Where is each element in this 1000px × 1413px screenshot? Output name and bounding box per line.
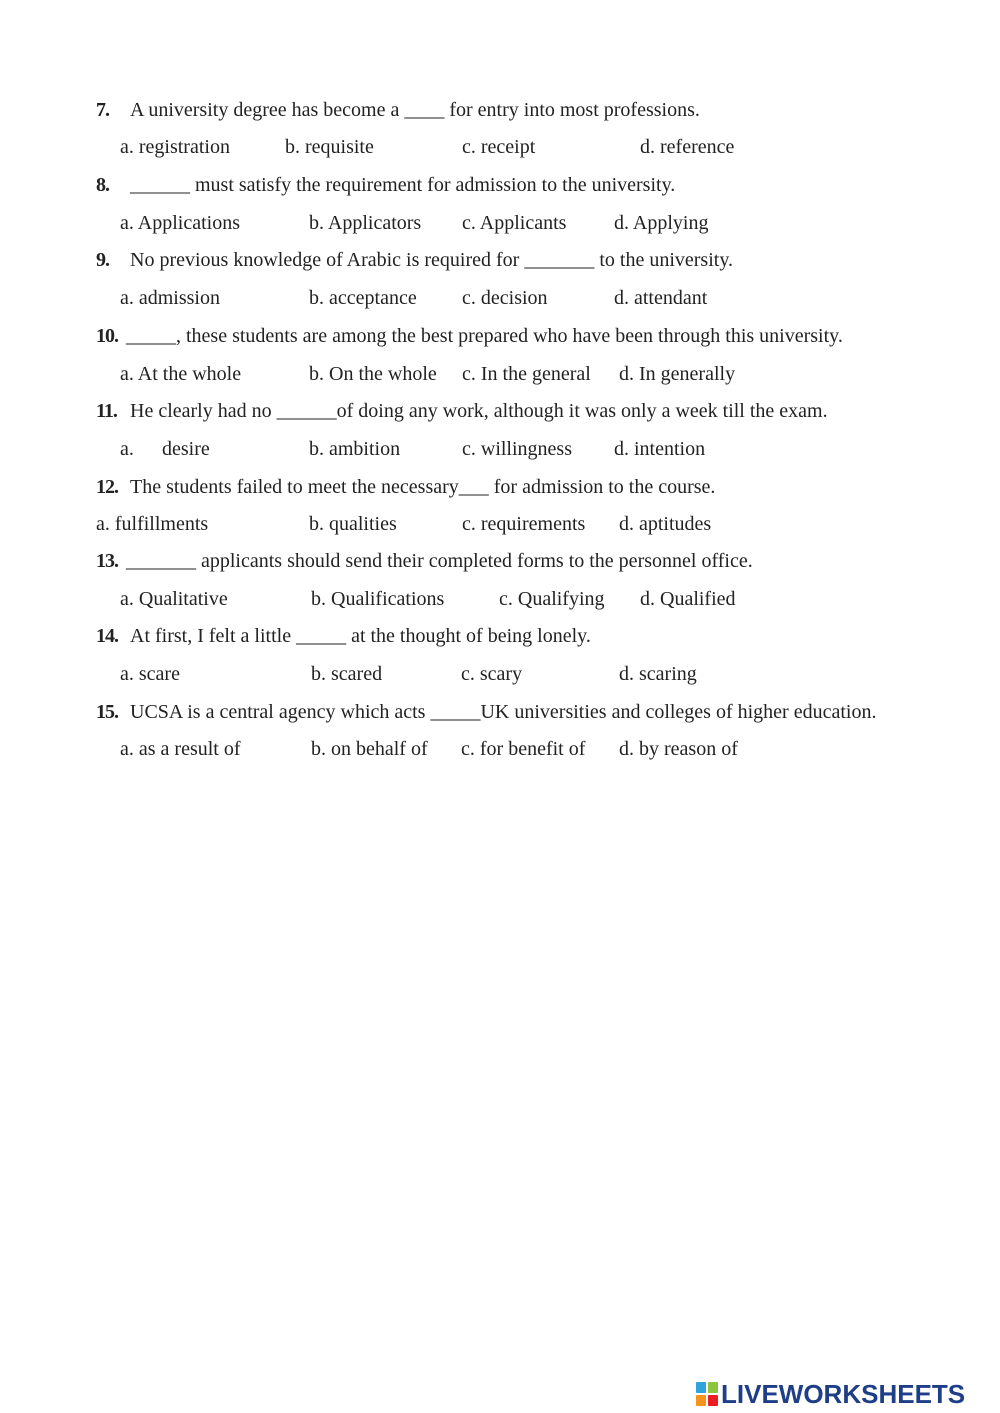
option-a[interactable]: a. At the whole — [120, 363, 242, 385]
option-b[interactable]: b. acceptance — [309, 287, 417, 309]
question-text: No previous knowledge of Arabic is required for _______ to the university. — [130, 249, 734, 271]
liveworksheets-wordmark: LIVEWORKSHEETS — [721, 1378, 966, 1409]
option-b[interactable]: b. On the whole — [309, 363, 437, 385]
option-a-letter[interactable]: a. — [120, 438, 134, 460]
question-text: ______ must satisfy the requirement for admission to the university. — [130, 174, 676, 196]
question-number: 11. — [96, 400, 117, 422]
option-b[interactable]: b. ambition — [309, 438, 401, 460]
option-a[interactable]: a. as a result of — [120, 738, 241, 760]
option-a[interactable]: a. registration — [120, 136, 230, 158]
option-c[interactable]: c. receipt — [462, 136, 536, 158]
question-text: A university degree has become a ____ for entry into most professions. — [130, 99, 700, 121]
option-d[interactable]: d. aptitudes — [619, 513, 712, 535]
question-number: 10. — [96, 325, 118, 347]
option-c[interactable]: c. for benefit of — [461, 738, 586, 760]
question-number: 7. — [96, 99, 109, 121]
option-b[interactable]: b. qualities — [309, 513, 397, 535]
option-d[interactable]: d. In generally — [619, 363, 736, 385]
option-a[interactable]: a. Qualitative — [120, 588, 228, 610]
question-number: 9. — [96, 249, 109, 271]
option-a[interactable]: a. admission — [120, 287, 220, 309]
option-a[interactable]: a. scare — [120, 663, 180, 685]
option-c[interactable]: c. Applicants — [462, 212, 567, 234]
question-number: 13. — [96, 550, 118, 572]
option-d[interactable]: d. Applying — [614, 212, 709, 234]
option-d[interactable]: d. scaring — [619, 663, 697, 685]
liveworksheets-logo-icon — [696, 1382, 718, 1406]
question-number: 8. — [96, 174, 109, 196]
question-text: He clearly had no ______of doing any work, although it was only a week till the exam. — [130, 400, 828, 422]
question-text: At first, I felt a little _____ at the thought of being lonely. — [130, 625, 591, 647]
question-number: 14. — [96, 625, 118, 647]
option-b[interactable]: b. requisite — [285, 136, 374, 158]
liveworksheets-brand[interactable] — [696, 1378, 965, 1410]
option-a[interactable]: a. fulfillments — [96, 513, 209, 535]
option-c[interactable]: c. In the general — [462, 363, 591, 385]
question-text: _______ applicants should send their completed forms to the personnel office. — [126, 550, 753, 572]
option-c[interactable]: c. decision — [462, 287, 548, 309]
question-text: _____, these students are among the best prepared who have been through this university. — [126, 325, 843, 347]
question-text: UCSA is a central agency which acts _____UK universities and colleges of higher education. — [130, 701, 877, 723]
option-b[interactable]: b. Qualifications — [311, 588, 445, 610]
option-b[interactable]: b. Applicators — [309, 212, 422, 234]
option-c[interactable]: c. scary — [461, 663, 523, 685]
option-d[interactable]: d. by reason of — [619, 738, 738, 760]
option-a[interactable]: desire — [162, 438, 210, 460]
option-d[interactable]: d. attendant — [614, 287, 708, 309]
option-d[interactable]: d. intention — [614, 438, 706, 460]
question-number: 12. — [96, 476, 118, 498]
option-c[interactable]: c. Qualifying — [499, 588, 605, 610]
question-text: The students failed to meet the necessary___ for admission to the course. — [130, 476, 716, 498]
option-d[interactable]: d. reference — [640, 136, 735, 158]
option-b[interactable]: b. on behalf of — [311, 738, 428, 760]
option-c[interactable]: c. requirements — [462, 513, 586, 535]
option-c[interactable]: c. willingness — [462, 438, 572, 460]
option-a[interactable]: a. Applications — [120, 212, 240, 234]
option-b[interactable]: b. scared — [311, 663, 383, 685]
option-d[interactable]: d. Qualified — [640, 588, 736, 610]
question-number: 15. — [96, 701, 118, 723]
